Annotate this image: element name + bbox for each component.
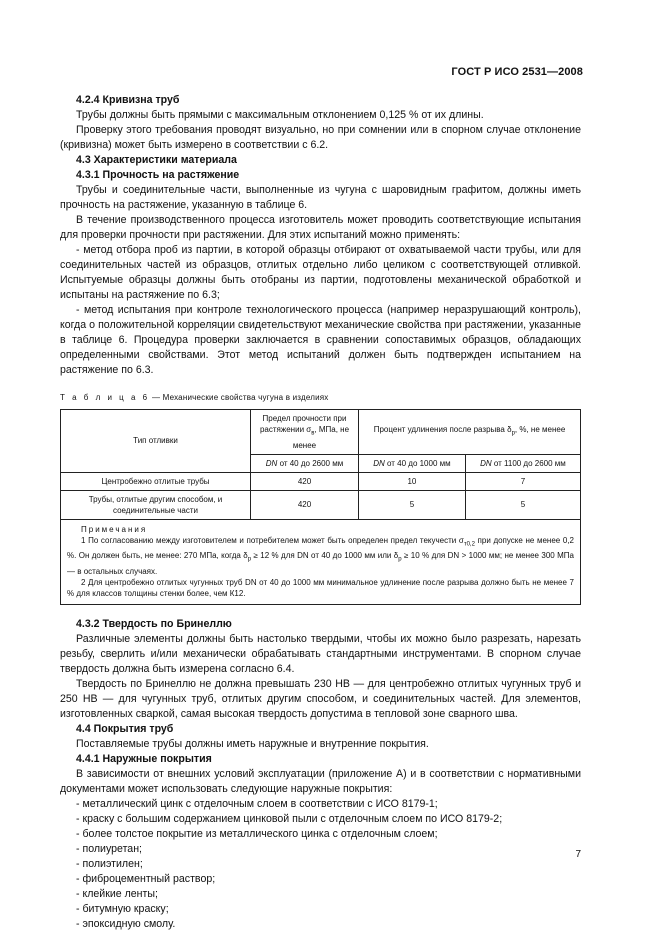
section-4-3-title: 4.3 Характеристики материала <box>76 154 237 166</box>
coating-item: - металлический цинк с отделочным слоем в соответствии с ИСО 8179-1; <box>76 797 438 810</box>
section-4-3-1-title: 4.3.1 Прочность на растяжение <box>76 169 240 181</box>
table-row <box>61 472 581 490</box>
page-number: 7 <box>575 849 581 860</box>
cell-elongation-large: 7 <box>465 472 580 490</box>
header-cast-type: Тип отливки <box>61 410 251 473</box>
paragraph: Твердость по Бринеллю не должна превышать 230 НВ — для центробежно отлитых чугунных труб и 250 НВ — для чугунных труб, отлитых другим способом, и соединительных частей. Для элементов, изготовленных сваркой, самая высокая твердость допустима в тепловой зоне сварного шва. <box>60 677 581 720</box>
paragraph: Различные элементы должны быть настолько твердыми, чтобы их можно было разрезать, нарезать резьбу, сверлить и/или механически обрабатывать стандартными инструментами. В спорном случае твердость должна быть измерена согласно 6.4. <box>60 632 581 675</box>
cell-type: Трубы, отлитые другим способом, и соединительные части <box>61 490 251 519</box>
coating-item: - краску с большим содержанием цинковой пыли с отделочным слоем по ИСО 8179-2; <box>76 812 503 825</box>
cell-elongation-large: 5 <box>465 490 580 519</box>
section-4-4-1-title: 4.4.1 Наружные покрытия <box>76 752 212 765</box>
cell-elongation-small: 5 <box>359 490 466 519</box>
paragraph: Трубы должны быть прямыми с максимальным отклонением 0,125 % от их длины. <box>76 109 484 121</box>
standard-id: ГОСТ Р ИСО 2531—2008 <box>451 66 583 78</box>
paragraph: В течение производственного процесса изготовитель может проводить соответствующие испытания для проверки прочности при растяжении. Для этих испытаний можно применять: <box>60 214 581 241</box>
coating-item: - клейкие ленты; <box>76 887 158 900</box>
coating-item: - полиэтилен; <box>76 857 143 870</box>
table-caption-label: Т а б л и ц а 6 <box>60 393 150 402</box>
section-4-2-4-title: 4.2.4 Кривизна труб <box>76 94 180 106</box>
table-caption-text: — Механические свойства чугуна в изделиях <box>149 393 329 402</box>
table-notes <box>61 519 581 604</box>
note-1: 1 По согласованию между изготовителем и потребителем может быть определен предел текучести $\sigma_{т0,2}$ при допуске не менее 0,2 %. Он должен быть, не менее: 270 МПа, когда $\delta_р \ge 12$ % для DN от 40 до 1000 мм или $\delta_р \ge 10$ % для DN > 1000 мм; не менее 300 МПа — в остальных случаях. <box>67 535 575 576</box>
header-range-small: DN от 40 до 1000 мм <box>359 454 466 472</box>
coating-item: - битумную краску; <box>76 902 169 915</box>
paragraph: Проверку этого требования проводят визуально, но при сомнении или в спорном случае отклонение (кривизна) может быть измерено в соответствии с 6.2. <box>60 124 581 151</box>
section-4-3-2-title: 4.3.2 Твердость по Бринеллю <box>76 617 232 630</box>
page-content <box>60 93 581 932</box>
mechanical-properties-table <box>60 409 581 605</box>
header-range-strength: DN от 40 до 2600 мм <box>251 454 359 472</box>
list-item: - метод отбора проб из партии, в которой образцы отбирают от охватываемой части трубы, или для соединительных частей из образцов, отлитых отдельно либо целиком с соответствующей отливкой. Испытуемые образцы должны быть отобраны из партии, подготовлены механической обработкой и испытаны на растяжение по 6.3; <box>60 244 581 301</box>
section-4-4-title: 4.4 Покрытия труб <box>76 722 174 735</box>
coating-item: - эпоксидную смолу. <box>76 917 176 930</box>
coating-item: - более толстое покрытие из металлического цинка с отделочным слоем; <box>76 827 438 840</box>
table-row <box>61 490 581 519</box>
cell-elongation-small: 10 <box>359 472 466 490</box>
cell-type: Центробежно отлитые трубы <box>61 472 251 490</box>
cell-strength: 420 <box>251 472 359 490</box>
cell-strength: 420 <box>251 490 359 519</box>
header-elongation: Процент удлинения после разрыва $\delta_р$, %, не менее <box>359 410 581 455</box>
header-range-large: DN от 1100 до 2600 мм <box>465 454 580 472</box>
paragraph: Трубы и соединительные части, выполненные из чугуна с шаровидным графитом, должны иметь прочность на растяжение, указанную в таблице 6. <box>60 184 581 211</box>
coating-item: - фиброцементный раствор; <box>76 872 216 885</box>
paragraph: Поставляемые трубы должны иметь наружные и внутренние покрытия. <box>76 737 429 750</box>
coating-item: - полиуретан; <box>76 842 142 855</box>
paragraph: В зависимости от внешних условий эксплуатации (приложение А) и в соответствии с нормативными документами может использовать следующие наружные покрытия: <box>60 767 581 795</box>
list-item: - метод испытания при контроле технологического процесса (например неразрушающий контроль), когда о положительной корреляции свидетельствуют механические свойства при растяжении, указанные в таблице 6. Процедура проверки заключается в сравнении сопоставимых образцов, обладающих определенными свойствами. Этот метод испытаний должен быть подтвержден испытанием на растяжение по 6.3. <box>60 304 581 376</box>
header-tensile-strength: Предел прочности при растяжении $\sigma_в$, МПа, не менее <box>251 410 359 455</box>
table-caption <box>60 390 581 405</box>
note-2: 2 Для центробежно отлитых чугунных труб DN от 40 до 1000 мм минимальное удлинение после разрыва должно быть не менее 7 % для классов толщины стенки более, чем К12. <box>67 577 574 598</box>
notes-title: Примечания <box>81 524 148 534</box>
